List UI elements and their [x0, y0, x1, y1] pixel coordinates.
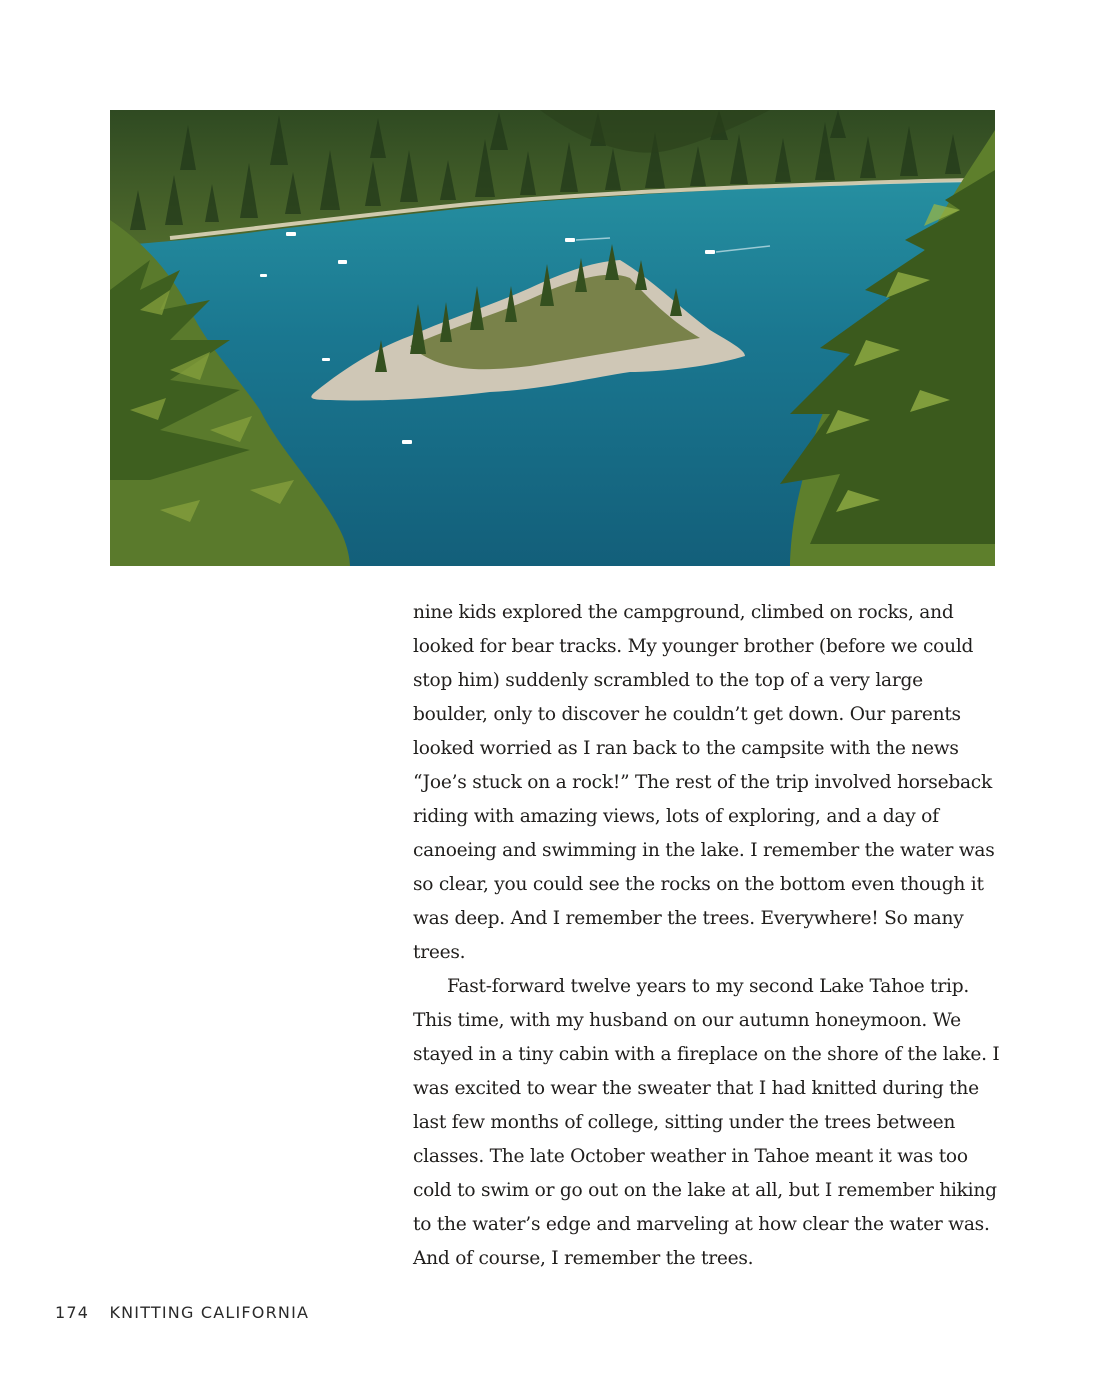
- running-title: KNITTING CALIFORNIA: [109, 1303, 310, 1322]
- page-number: 174: [55, 1303, 90, 1322]
- body-paragraph-2: Fast-forward twelve years to my second Lake Tahoe trip. This time, with my husband on our autumn honeymoon. We stayed in a tiny cabin with a fireplace on the shore of the lake. I was excited to wear the sweater that I had knitted during the last few months of college, sitting under the trees between classes. The late October weather in Tahoe meant it was too cold to swim or go out on the lake at all, but I remember hiking to the water’s edge and marveling at how clear the water was. And of course, I remember the trees.: [413, 976, 1000, 1269]
- lake-photo: [110, 110, 995, 566]
- body-paragraph-1: nine kids explored the campground, climbed on rocks, and looked for bear tracks. My younger brother (before we could stop him) suddenly scrambled to the top of a very large boulder, only to discover he couldn’t get down. Our parents looked worried as I ran back to the campsite with the news “Joe’s stuck on a rock!” The rest of the trip involved horseback riding with amazing views, lots of exploring, and a day of canoeing and swimming in the lake. I remember the water was so clear, you could see the rocks on the bottom even though it was deep. And I remember the trees. Everywhere! So many trees.: [413, 602, 995, 963]
- article-body: [413, 596, 1003, 1276]
- lake-island-photo: [110, 110, 995, 566]
- page-footer: [55, 1303, 309, 1325]
